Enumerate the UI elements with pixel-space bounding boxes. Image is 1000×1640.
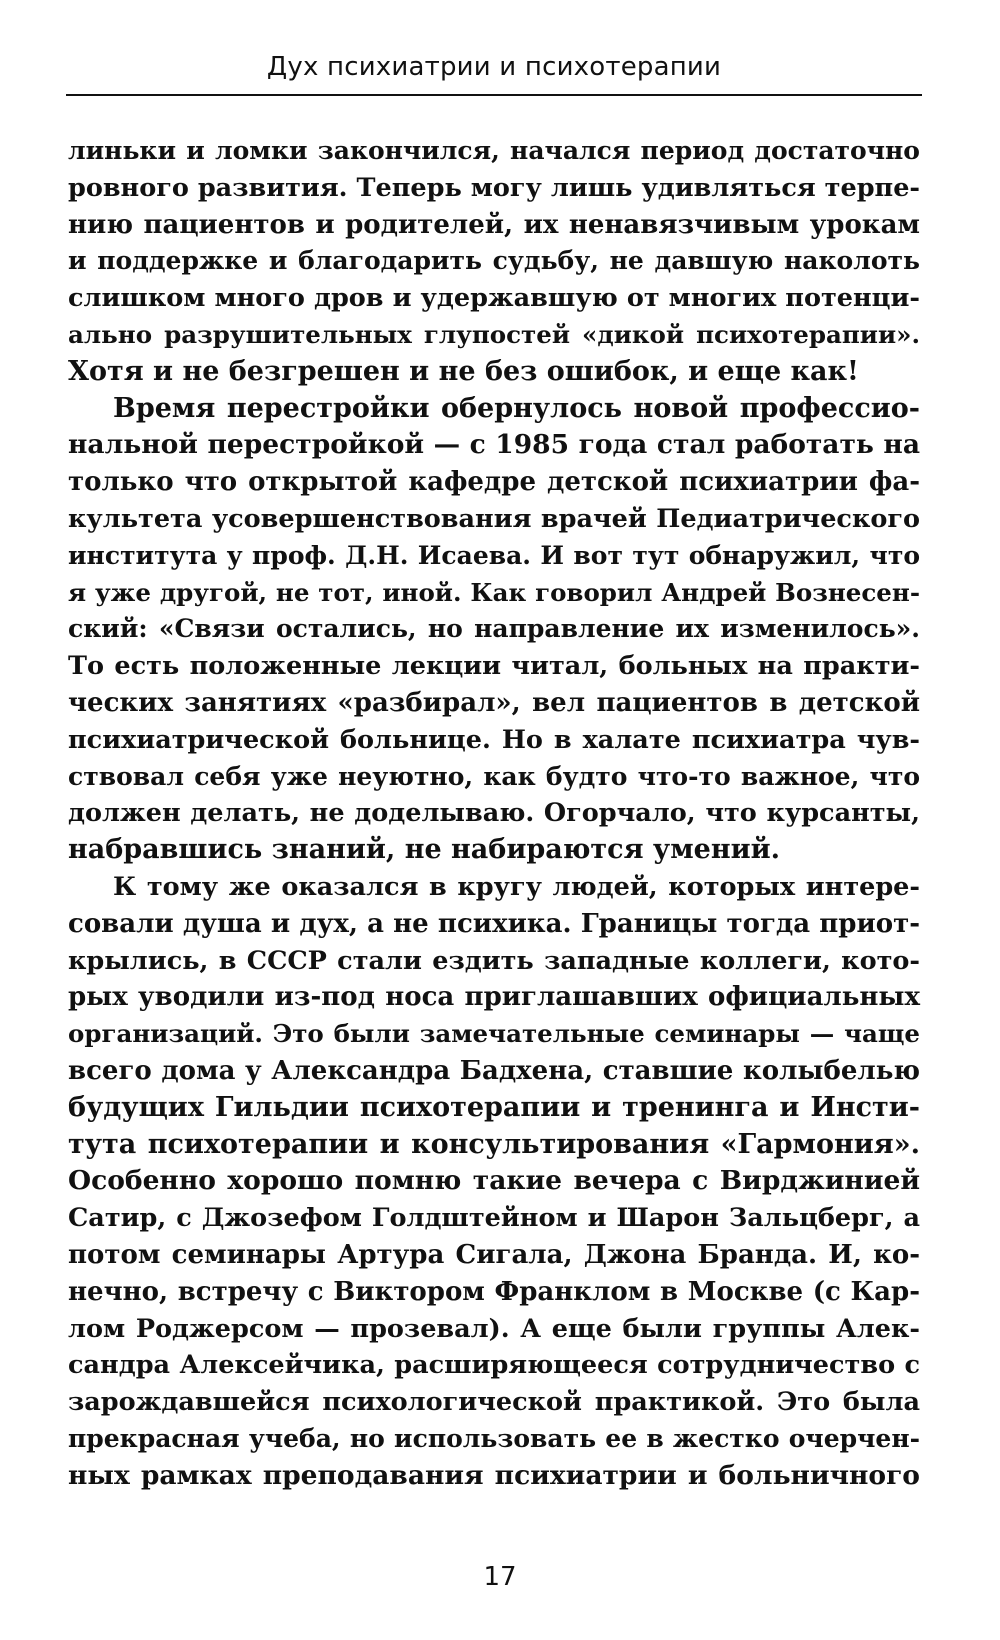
text-line: института у проф. Д.Н. Исаева. И вот тут обнаружил, что bbox=[68, 540, 920, 570]
text-line: культета усовершенствования врачей Педиатрического bbox=[68, 503, 920, 534]
text-line: Время перестройки обернулось новой профессио- bbox=[113, 392, 920, 424]
text-line: нию пациентов и родителей, их ненавязчивым урокам bbox=[68, 209, 920, 240]
text-line: совали душа и дух, а не психика. Границы тогда приот- bbox=[68, 908, 920, 939]
text-line: потом семинары Артура Сигала, Джона Бранда. И, ко- bbox=[68, 1239, 920, 1270]
text-line: ский: «Связи остались, но направление их изменилось». bbox=[68, 614, 920, 644]
text-line: Сатир, с Джозефом Голдштейном и Шарон Зальцберг, а bbox=[68, 1203, 920, 1234]
text-line: То есть положенные лекции читал, больных на практи- bbox=[68, 651, 920, 682]
text-line: К тому же оказался в кругу людей, которых интере- bbox=[113, 871, 920, 902]
header-rule bbox=[66, 94, 922, 96]
text-line: нальной перестройкой — с 1985 года стал работать на bbox=[68, 429, 920, 461]
page-number: 17 bbox=[483, 1562, 517, 1592]
text-line: крылись, в СССР стали ездить западные коллеги, кото- bbox=[68, 945, 920, 976]
text-line: ровного развития. Теперь могу лишь удивляться терпе- bbox=[68, 172, 920, 203]
text-line: нечно, встречу с Виктором Франклом в Москве (с Кар- bbox=[68, 1276, 920, 1307]
text-line: Особенно хорошо помню такие вечера с Вирджинией bbox=[68, 1165, 920, 1197]
text-line: всего дома у Александра Бадхена, ставшие колыбелью bbox=[68, 1055, 920, 1086]
text-line: набравшись знаний, не набираются умений. bbox=[68, 834, 781, 866]
body-text bbox=[68, 133, 920, 1494]
text-line: должен делать, не доделываю. Огорчало, что курсанты, bbox=[68, 798, 920, 829]
text-line: ально разрушительных глупостей «дикой психотерапии». bbox=[68, 319, 920, 349]
text-line: тута психотерапии и консультирования «Гармония». bbox=[68, 1128, 920, 1160]
text-line: линьки и ломки закончился, начался период достаточно bbox=[68, 136, 920, 165]
text-line: будущих Гильдии психотерапии и тренинга и Инсти- bbox=[68, 1091, 920, 1123]
text-line: ствовал себя уже неуютно, как будто что-то важное, что bbox=[68, 761, 920, 791]
text-line: лом Роджерсом — прозевал). А еще были группы Алек- bbox=[68, 1313, 920, 1344]
text-line: я уже другой, не тот, иной. Как говорил Андрей Вознесен- bbox=[68, 577, 920, 607]
text-line: Хотя и не безгрешен и не без ошибок, и еще как! bbox=[68, 355, 859, 387]
text-line: рых уводили из-под носа приглашавших официальных bbox=[68, 982, 920, 1013]
text-line: ческих занятиях «разбирал», вел пациентов в детской bbox=[68, 687, 920, 718]
text-line: зарождавшейся психологической практикой. Это была bbox=[68, 1387, 920, 1418]
text-line: и поддержке и благодарить судьбу, не давшую наколоть bbox=[68, 246, 920, 276]
text-line: организаций. Это были замечательные семинары — чаще bbox=[68, 1019, 920, 1049]
text-line: только что открытой кафедре детской психиатрии фа- bbox=[68, 467, 920, 498]
running-title: Дух психиатрии и психотерапии bbox=[266, 52, 722, 82]
text-line: психиатрической больнице. Но в халате психиатра чув- bbox=[68, 724, 920, 755]
text-line: сандра Алексейчика, расширяющееся сотрудничество с bbox=[68, 1350, 920, 1381]
text-line: ных рамках преподавания психиатрии и больничного bbox=[68, 1459, 920, 1491]
text-line: слишком много дров и удержавшую от многих потенци- bbox=[68, 283, 920, 314]
text-line: прекрасная учеба, но использовать ее в жестко очерчен- bbox=[68, 1423, 920, 1453]
